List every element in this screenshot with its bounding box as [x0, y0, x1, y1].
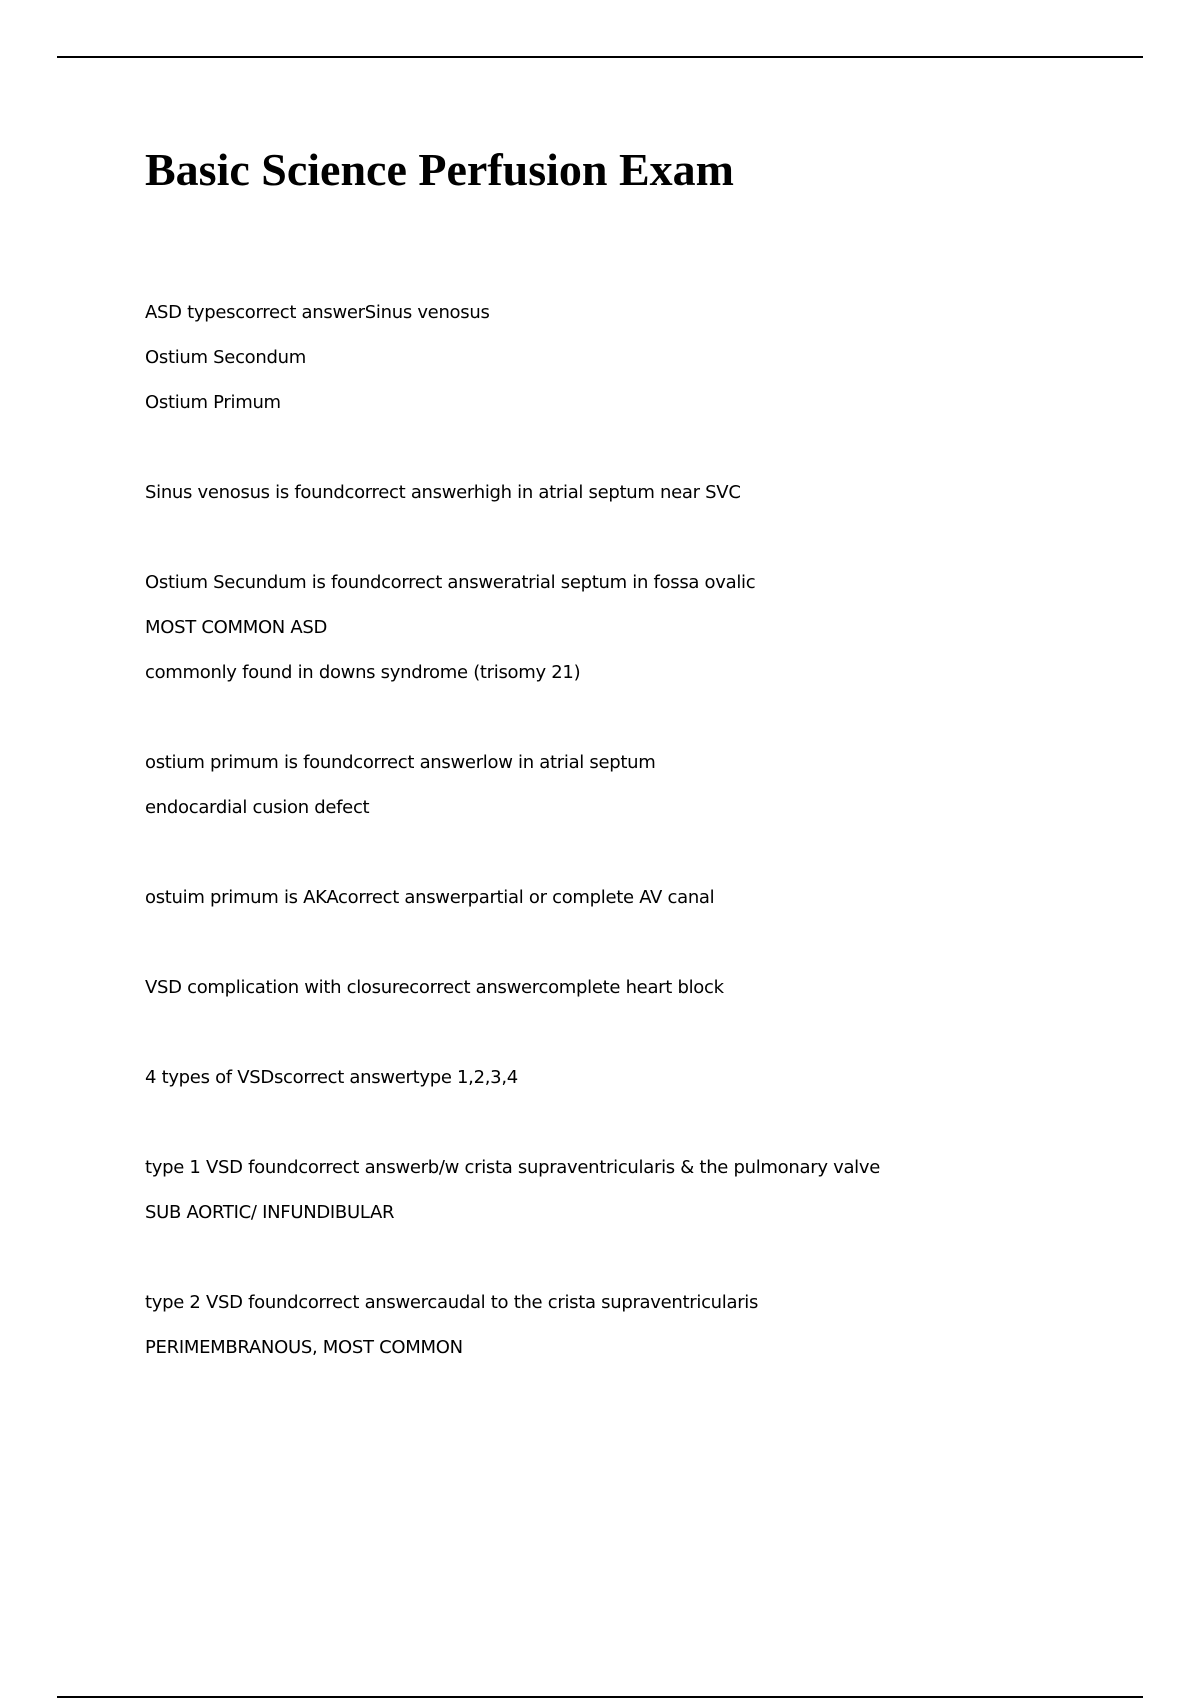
entry-line: 4 types of VSDscorrect answertype 1,2,3,4 — [145, 1067, 518, 1088]
entry-spacer — [145, 515, 1105, 560]
entry-line: Ostium Secundum is foundcorrect answeratrial septum in fossa ovalic — [145, 572, 756, 593]
entry-line: ostium primum is foundcorrect answerlow in atrial septum — [145, 752, 656, 773]
entry-line: Sinus venosus is foundcorrect answerhigh in atrial septum near SVC — [145, 482, 741, 503]
entry-line: PERIMEMBRANOUS, MOST COMMON — [145, 1337, 463, 1358]
entry-spacer — [145, 425, 1105, 470]
entry-spacer — [145, 1010, 1105, 1055]
qa-entry-type-1-vsd — [145, 1145, 1105, 1235]
entry-spacer — [145, 830, 1105, 875]
entry-spacer — [145, 695, 1105, 740]
qa-entry-asd-types — [145, 290, 1105, 425]
entry-line: ASD typescorrect answerSinus venosus — [145, 302, 490, 323]
qa-entry-sinus-venosus — [145, 470, 1105, 515]
document-body — [145, 290, 1105, 1370]
entry-line: SUB AORTIC/ INFUNDIBULAR — [145, 1202, 395, 1223]
qa-entry-vsd-complication — [145, 965, 1105, 1010]
qa-entry-ostium-primum — [145, 740, 1105, 830]
entry-line: ostuim primum is AKAcorrect answerpartial or complete AV canal — [145, 887, 715, 908]
qa-entry-ostium-primum-aka — [145, 875, 1105, 920]
entry-line: VSD complication with closurecorrect answercomplete heart block — [145, 977, 724, 998]
entry-line: commonly found in downs syndrome (trisomy 21) — [145, 662, 581, 683]
entry-line: type 1 VSD foundcorrect answerb/w crista supraventricularis & the pulmonary valve — [145, 1157, 880, 1178]
document-title: Basic Science Perfusion Exam — [145, 144, 734, 195]
entry-line: MOST COMMON ASD — [145, 617, 328, 638]
top-divider — [57, 56, 1143, 58]
entry-spacer — [145, 920, 1105, 965]
entry-line: type 2 VSD foundcorrect answercaudal to the crista supraventricularis — [145, 1292, 759, 1313]
qa-entry-ostium-secundum — [145, 560, 1105, 695]
entry-spacer — [145, 1100, 1105, 1145]
bottom-divider — [57, 1696, 1143, 1698]
qa-entry-type-2-vsd — [145, 1280, 1105, 1370]
entry-line: Ostium Primum — [145, 392, 281, 413]
entry-line: endocardial cusion defect — [145, 797, 370, 818]
entry-line: Ostium Secondum — [145, 347, 306, 368]
qa-entry-vsd-types — [145, 1055, 1105, 1100]
entry-spacer — [145, 1235, 1105, 1280]
